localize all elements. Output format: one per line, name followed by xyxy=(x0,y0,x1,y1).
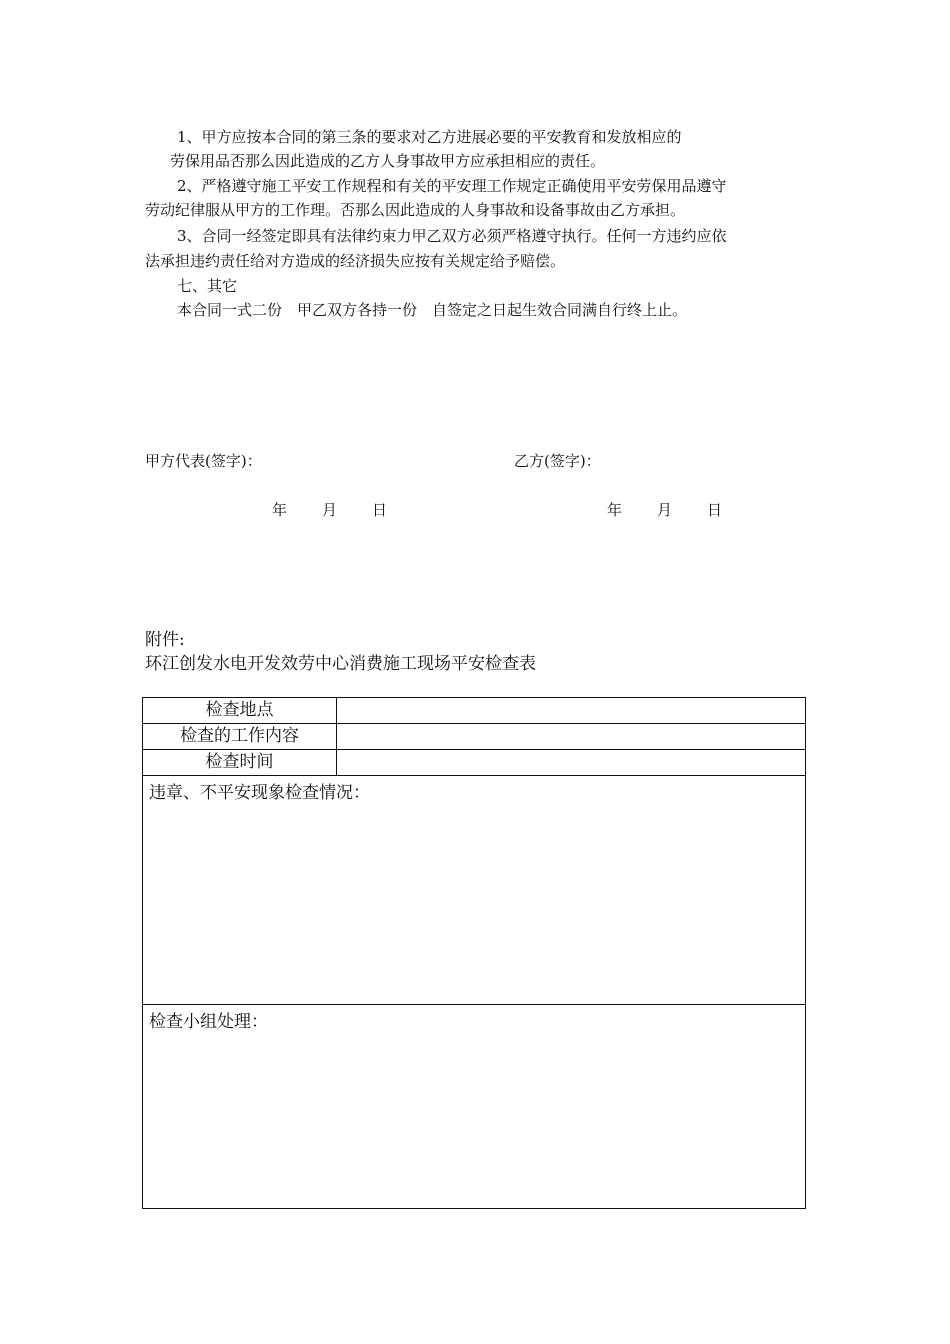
contract-copies-statement: 本合同一式二份 甲乙双方各持一份 自签定之日起生效合同满自行终上止。 xyxy=(177,301,688,319)
section-other-heading: 七、其它 xyxy=(177,277,238,295)
work-content-field[interactable] xyxy=(337,724,806,750)
location-label: 检查地点 xyxy=(143,698,337,724)
location-field[interactable] xyxy=(337,698,806,724)
table-row xyxy=(143,698,806,724)
annex-label: 附件: xyxy=(145,630,185,650)
party-b-year: 年 xyxy=(607,501,623,519)
clause-3-line-2: 法承担违约责任给对方造成的经济损失应按有关规定给予赔偿。 xyxy=(145,252,566,270)
handling-label: 检查小组处理： xyxy=(149,1012,268,1032)
violations-label: 违章、不平安现象检查情况： xyxy=(149,783,370,803)
time-field[interactable] xyxy=(337,750,806,776)
party-a-year: 年 xyxy=(272,501,288,519)
party-a-day: 日 xyxy=(372,501,388,519)
work-content-label: 检查的工作内容 xyxy=(143,724,337,750)
clause-1-line-2: 劳保用品否那么因此造成的乙方人身事故甲方应承担相应的责任。 xyxy=(170,152,606,170)
annex-title: 环江创发水电开发效劳中心消费施工现场平安检查表 xyxy=(145,654,536,674)
party-a-signature-label: 甲方代表(签字)： xyxy=(145,452,262,470)
table-row xyxy=(143,1005,806,1209)
handling-field[interactable] xyxy=(143,1005,806,1209)
clause-3-line-1: 3、合同一经签定即具有法律约束力甲乙双方必须严格遵守执行。任何一方违约应依 xyxy=(177,227,727,245)
clause-1-line-1: 1、甲方应按本合同的第三条的要求对乙方进展必要的平安教育和发放相应的 xyxy=(177,128,682,146)
time-label: 检查时间 xyxy=(143,750,337,776)
safety-inspection-table xyxy=(142,697,806,1209)
table-row xyxy=(143,724,806,750)
clause-2-line-1: 2、严格遵守施工平安工作规程和有关的平安理工作规定正确使用平安劳保用品遵守 xyxy=(177,177,727,195)
table-row xyxy=(143,750,806,776)
party-a-month: 月 xyxy=(322,501,338,519)
party-b-signature-label: 乙方(签字)： xyxy=(514,452,601,470)
clause-2-line-2: 劳动纪律服从甲方的工作理。否那么因此造成的人身事故和设备事故由乙方承担。 xyxy=(145,201,686,219)
table-row xyxy=(143,776,806,1005)
violations-field[interactable] xyxy=(143,776,806,1005)
party-b-month: 月 xyxy=(657,501,673,519)
party-b-day: 日 xyxy=(707,501,723,519)
